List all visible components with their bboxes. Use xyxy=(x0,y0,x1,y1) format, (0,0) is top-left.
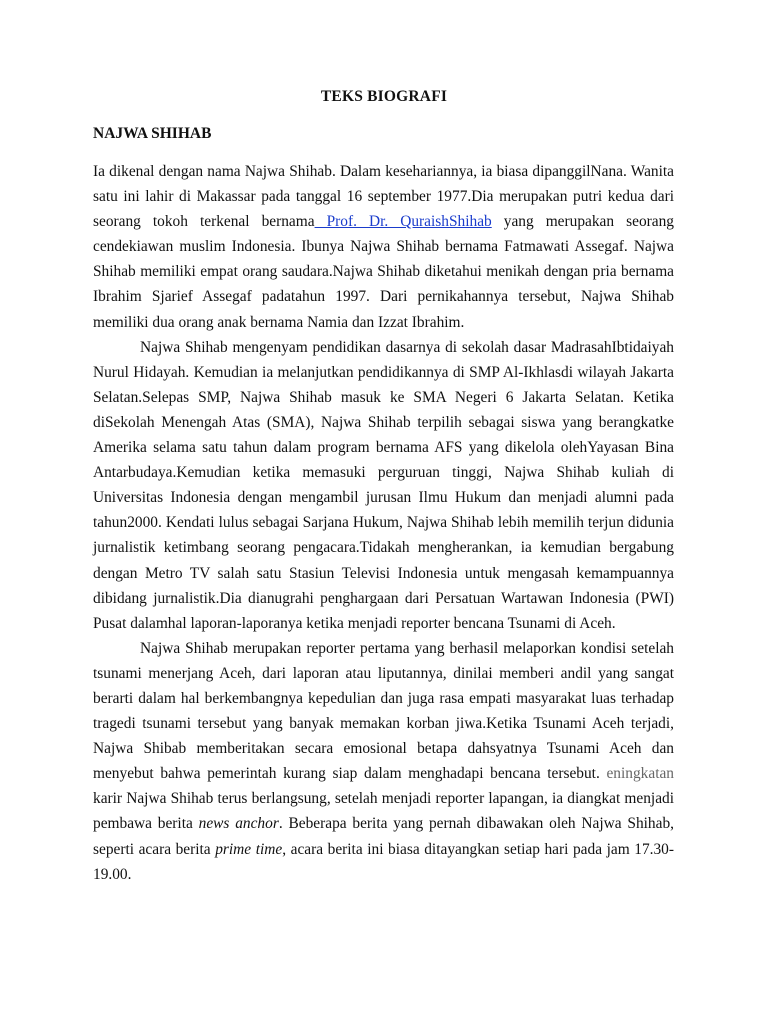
paragraph-3-text-c: . Beberapa berita yang pernah dibawakan oleh Najwa Shihab, seperti acara berita xyxy=(93,815,675,858)
paragraph-1-text-b: yang merupakan seorang cendekiawan muslim Indonesia. Ibunya Najwa Shihab bernama Fatmawati Assegaf. Najwa Shihab memiliki empat orang saudara.Najwa Shihab diketahui menikah dengan pria bernama Ibrahim Sjarief Assegaf padatahun 1997. Dari pernikahannya tersebut, Najwa Shihab memiliki dua orang anak bernama Namia dan Izzat Ibrahim. xyxy=(93,213,674,331)
document-title: TEKS BIOGRAFI xyxy=(320,88,448,105)
paragraph-1 xyxy=(93,159,674,335)
paragraph-3 xyxy=(93,636,674,887)
paragraph-3-gray-text: eningkatan xyxy=(606,765,674,783)
paragraph-3-text-d: , acara berita ini biasa ditayangkan setiap hari pada jam 17.30-19.00. xyxy=(93,840,674,883)
news-anchor-italic: news anchor xyxy=(198,815,279,833)
document-subtitle: NAJWA SHIHAB xyxy=(93,125,212,142)
document-body xyxy=(93,159,674,887)
paragraph-3-text-b: karir Najwa Shihab terus berlangsung, setelah menjadi reporter lapangan, ia diangkat menjadi pembawa berita xyxy=(93,790,674,833)
prime-time-italic: prime time xyxy=(215,840,283,858)
paragraph-2: Najwa Shihab mengenyam pendidikan dasarnya di sekolah dasar MadrasahIbtidaiyah Nurul Hidayah. Kemudian ia melanjutkan pendidikannya di SMP Al-Ikhlasdi wilayah Jakarta Selatan.Selepas SMP, Najwa Shihab masuk ke SMA Negeri 6 Jakarta Selatan. Ketika diSekolah Menengah Atas (SMA), Najwa Shihab terpilih sebagai siswa yang berangkatke Amerika selama satu tahun dalam program bernama AFS yang dikelola olehYayasan Bina Antarbudaya.Kemudian ketika memasuki perguruan tinggi, Najwa Shihab kuliah di Universitas Indonesia dengan mengambil jurusan Ilmu Hukum dan menjadi alumni pada tahun2000. Kendati lulus sebagai Sarjana Hukum, Najwa Shihab lebih memilih terjun didunia jurnalistik ketimbang seorang pengacara.Tidakah mengherankan, ia kemudian bergabung dengan Metro TV salah satu Stasiun Televisi Indonesia untuk mengasah kemampuannya dibidang jurnalistik.Dia dianugrahi penghargaan dari Persatuan Wartawan Indonesia (PWI) Pusat dalamhal laporan-laporanya ketika menjadi reporter bencana Tsunami di Aceh. xyxy=(93,338,674,632)
quraish-shihab-link[interactable]: Prof. Dr. QuraishShihab xyxy=(314,213,492,231)
paragraph-1-text-a: Ia dikenal dengan nama Najwa Shihab. Dalam kesehariannya, ia biasa dipanggilNana. Wanita satu ini lahir di Makassar pada tanggal 16 september 1977.Dia merupakan putri kedua dari seorang tokoh terkenal bernama xyxy=(93,163,674,231)
paragraph-3-text-a: Najwa Shihab merupakan reporter pertama yang berhasil melaporkan kondisi setelah tsunami menerjang Aceh, dari laporan atau liputannya, dinilai memberi andil yang sangat berarti dalam hal berkembangnya kepedulian dan juga rasa empati masyarakat luas terhadap tragedi tsunami tersebut yang banyak memakan korban jiwa.Ketika Tsunami Aceh terjadi, Najwa Shibab memberitakan secara emosional betapa dahsyatnya Tsunami Aceh dan menyebut bahwa pemerintah kurang siap dalam menghadapi bencana tersebut. xyxy=(93,639,674,783)
